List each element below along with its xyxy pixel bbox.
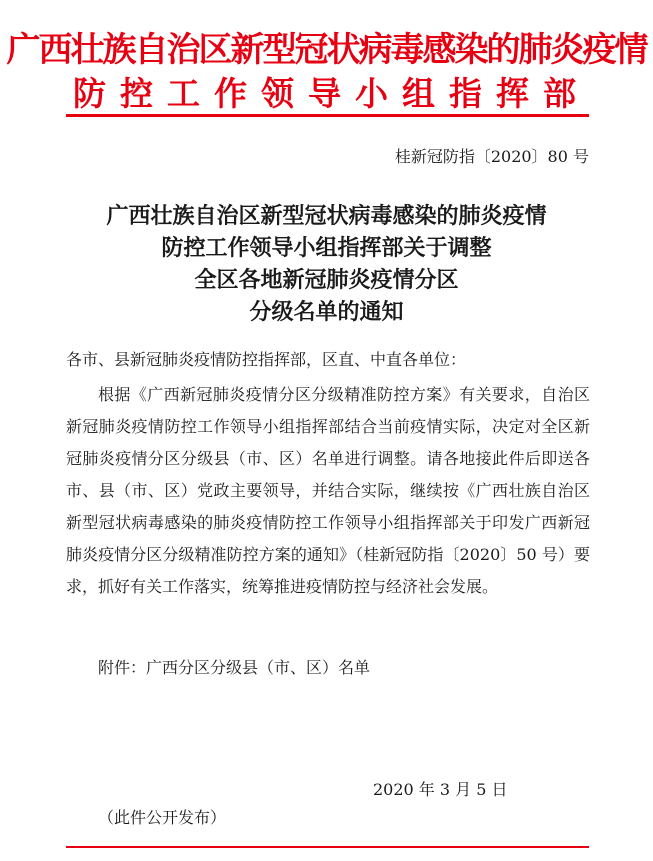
salutation: 各市、县新冠肺炎疫情防控指挥部，区直、中直各单位： — [66, 350, 467, 369]
header-red-rule — [66, 114, 589, 117]
footer-red-rule — [66, 846, 589, 848]
document-number: 桂新冠防指〔2020〕80 号 — [394, 147, 589, 166]
title-line-4: 分级名单的通知 — [249, 299, 404, 325]
title-line-1: 广西壮族自治区新型冠状病毒感染的肺炎疫情 — [106, 203, 547, 229]
document-title — [0, 200, 653, 328]
issue-date: 2020 年 3 月 5 日 — [373, 780, 508, 799]
body-paragraph: 根据《广西新冠肺炎疫情分区分级精准防控方案》有关要求，自治区新冠肺炎疫情防控工作领导小组指挥部结合当前疫情实际，决定对全区新冠肺炎疫情分区分级县（市、区）名单进行调整。请各地接此件后即送各市、县（市、区）党政主要领导，并结合实际，继续按《广西壮族自治区新型冠状病毒感染的肺炎疫情防控工作领导小组指挥部关于印发广西新冠肺炎疫情分区分级精准防控方案的通知》（桂新冠防指〔2020〕50 号）要求，抓好有关工作落实，统筹推进疫情防控与经济社会发展。 — [66, 385, 590, 596]
title-line-3: 全区各地新冠肺炎疫情分区 — [194, 267, 459, 293]
title-line-2: 防控工作领导小组指挥部关于调整 — [161, 235, 492, 261]
header-org-name-line2: 防控工作领导小组指挥部 — [73, 74, 590, 113]
publish-note: （此件公开发布） — [98, 808, 227, 827]
attachment-line: 附件：广西分区分级县（市、区）名单 — [98, 658, 371, 677]
header-org-name-line1: 广西壮族自治区新型冠状病毒感染的肺炎疫情 — [6, 30, 647, 70]
